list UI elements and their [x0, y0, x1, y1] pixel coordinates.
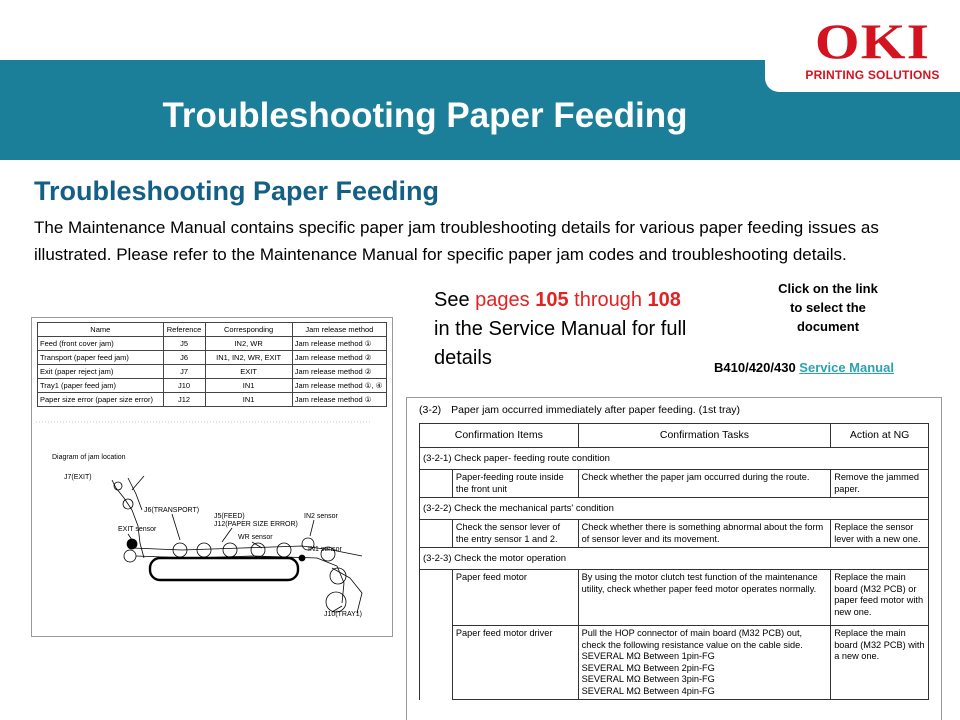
jam-header-corresponding: Corresponding [205, 323, 292, 337]
confirmation-action: Replace the sensor lever with a new one. [831, 520, 929, 548]
jam-name: Paper size error (paper size error) [38, 393, 164, 407]
section-row [420, 498, 929, 520]
click-line-1: Click on the link [778, 281, 878, 296]
table-row [38, 365, 387, 379]
resistance-value: SEVERAL MΩ Between 3pin-FG [581, 674, 715, 684]
section-row [420, 548, 929, 570]
section-title: (3-2-2) Check the mechanical parts' condition [420, 498, 929, 520]
jam-reference-table [37, 322, 387, 407]
table-row [420, 520, 929, 548]
label-j7-exit: J7(EXIT) [64, 474, 92, 481]
table-row [38, 337, 387, 351]
jam-reference: J7 [163, 365, 205, 379]
confirmation-table [419, 423, 929, 700]
header-confirmation-items: Confirmation Items [420, 424, 579, 448]
label-j12-size-error: J12(PAPER SIZE ERROR) [214, 521, 298, 528]
jam-table-header-row [38, 323, 387, 337]
slide-title: Troubleshooting Paper Feeding [162, 96, 688, 135]
confirmation-title [419, 404, 740, 416]
see-page-end: 108 [647, 289, 681, 311]
jam-corresponding: EXIT [205, 365, 292, 379]
confirmation-action: Replace the main board (M32 PCB) or paper feed motor with new one. [831, 570, 929, 626]
jam-header-name: Name [38, 323, 164, 337]
confirmation-task [578, 626, 831, 700]
label-wr-sensor: WR sensor [238, 534, 273, 541]
confirmation-title-text: Paper jam occurred immediately after paper feeding. (1st tray) [451, 404, 741, 416]
confirmation-item: Paper feed motor [452, 570, 578, 626]
see-pages-note [434, 286, 694, 373]
jam-name: Tray1 (paper feed jam) [38, 379, 164, 393]
jam-name: Feed (front cover jam) [38, 337, 164, 351]
resistance-list [582, 651, 828, 697]
diagram-title: Diagram of jam location [52, 454, 126, 461]
service-manual-link[interactable]: Service Manual [799, 360, 894, 375]
jam-header-method: Jam release method [292, 323, 386, 337]
resistance-value: SEVERAL MΩ Between 2pin-FG [581, 662, 715, 673]
jam-name: Transport (paper feed jam) [38, 351, 164, 365]
table-row [38, 351, 387, 365]
jam-header-reference: Reference [163, 323, 205, 337]
confirmation-task: Check whether the paper jam occurred during the route. [578, 470, 831, 498]
confirmation-figure [406, 397, 942, 720]
jam-reference: J5 [163, 337, 205, 351]
resistance-value: SEVERAL MΩ Between 1pin-FG [581, 651, 715, 661]
see-through-word: through [568, 289, 648, 311]
oki-logo [800, 13, 945, 82]
label-exit-sensor: EXIT sensor [118, 526, 157, 533]
jam-corresponding: IN2, WR [205, 337, 292, 351]
jam-method: Jam release method ① [292, 337, 386, 351]
click-line-2: to select the [790, 300, 866, 315]
jam-method: Jam release method ② [292, 365, 386, 379]
jam-reference: J10 [163, 379, 205, 393]
jam-corresponding: IN1 [205, 393, 292, 407]
label-in1-sensor: IN1 sensor [308, 546, 342, 553]
confirmation-task: Check whether there is something abnormal about the form of sensor lever and its movement. [578, 520, 831, 548]
confirmation-item: Check the sensor lever of the entry sensor 1 and 2. [452, 520, 578, 548]
section-row [420, 448, 929, 470]
jam-method: Jam release method ① [292, 393, 386, 407]
label-j10-tray1: J10(TRAY1) [324, 611, 362, 618]
table-row [38, 393, 387, 407]
confirmation-item: Paper feed motor driver [452, 626, 578, 700]
label-j5-feed: J5(FEED) [214, 513, 245, 520]
confirmation-action: Remove the jammed paper. [831, 470, 929, 498]
jam-corresponding: IN1 [205, 379, 292, 393]
click-instruction [752, 279, 904, 336]
jam-reference: J12 [163, 393, 205, 407]
see-page-start: 105 [535, 289, 569, 311]
confirmation-action: Replace the main board (M32 PCB) with a new one. [831, 626, 929, 700]
confirmation-task: By using the motor clutch test function of the maintenance utility, check whether paper feed motor operates normally. [578, 570, 831, 626]
see-pages-word: pages [475, 289, 536, 311]
confirmation-code: (3-2) [419, 404, 442, 416]
resistance-value: SEVERAL MΩ Between 4pin-FG [581, 685, 715, 696]
click-line-3: document [796, 319, 860, 334]
jam-name: Exit (paper reject jam) [38, 365, 164, 379]
jam-corresponding: IN1, IN2, WR, EXIT [205, 351, 292, 365]
table-row [420, 570, 929, 626]
label-in2-sensor: IN2 sensor [304, 513, 338, 520]
confirmation-header-row [420, 424, 929, 448]
logo-subtext: PRINTING SOLUTIONS [805, 68, 940, 82]
section-heading: Troubleshooting Paper Feeding [34, 176, 440, 206]
jam-method: Jam release method ①, ④ [292, 379, 386, 393]
jam-reference: J6 [163, 351, 205, 365]
see-text: See [434, 289, 476, 311]
task-description: Pull the HOP connector of main board (M32 PCB) out, check the following resistance value on the cable side. [581, 628, 803, 650]
logo-text: OKI [814, 13, 931, 69]
jam-location-figure [31, 317, 393, 637]
table-row [420, 470, 929, 498]
header-action-at-ng: Action at NG [831, 424, 929, 448]
service-manual-line [714, 360, 894, 375]
confirmation-item: Paper-feeding route inside the front unit [452, 470, 578, 498]
intro-paragraph: The Maintenance Manual contains specific paper jam troubleshooting details for various paper feeding issues as illustrated. Please refer to the Maintenance Manual for specific paper jam codes and troubleshooting details. [34, 218, 879, 264]
see-rest-text: in the Service Manual for full details [434, 318, 687, 369]
table-row [420, 626, 929, 700]
label-j6-transport: J6(TRANSPORT) [144, 507, 200, 514]
table-row [38, 379, 387, 393]
jam-location-diagram [32, 418, 392, 636]
jam-method: Jam release method ② [292, 351, 386, 365]
header-confirmation-tasks: Confirmation Tasks [578, 424, 831, 448]
model-label: B410/420/430 [714, 360, 800, 375]
section-title: (3-2-3) Check the motor operation [420, 548, 929, 570]
section-title: (3-2-1) Check paper- feeding route condition [420, 448, 929, 470]
